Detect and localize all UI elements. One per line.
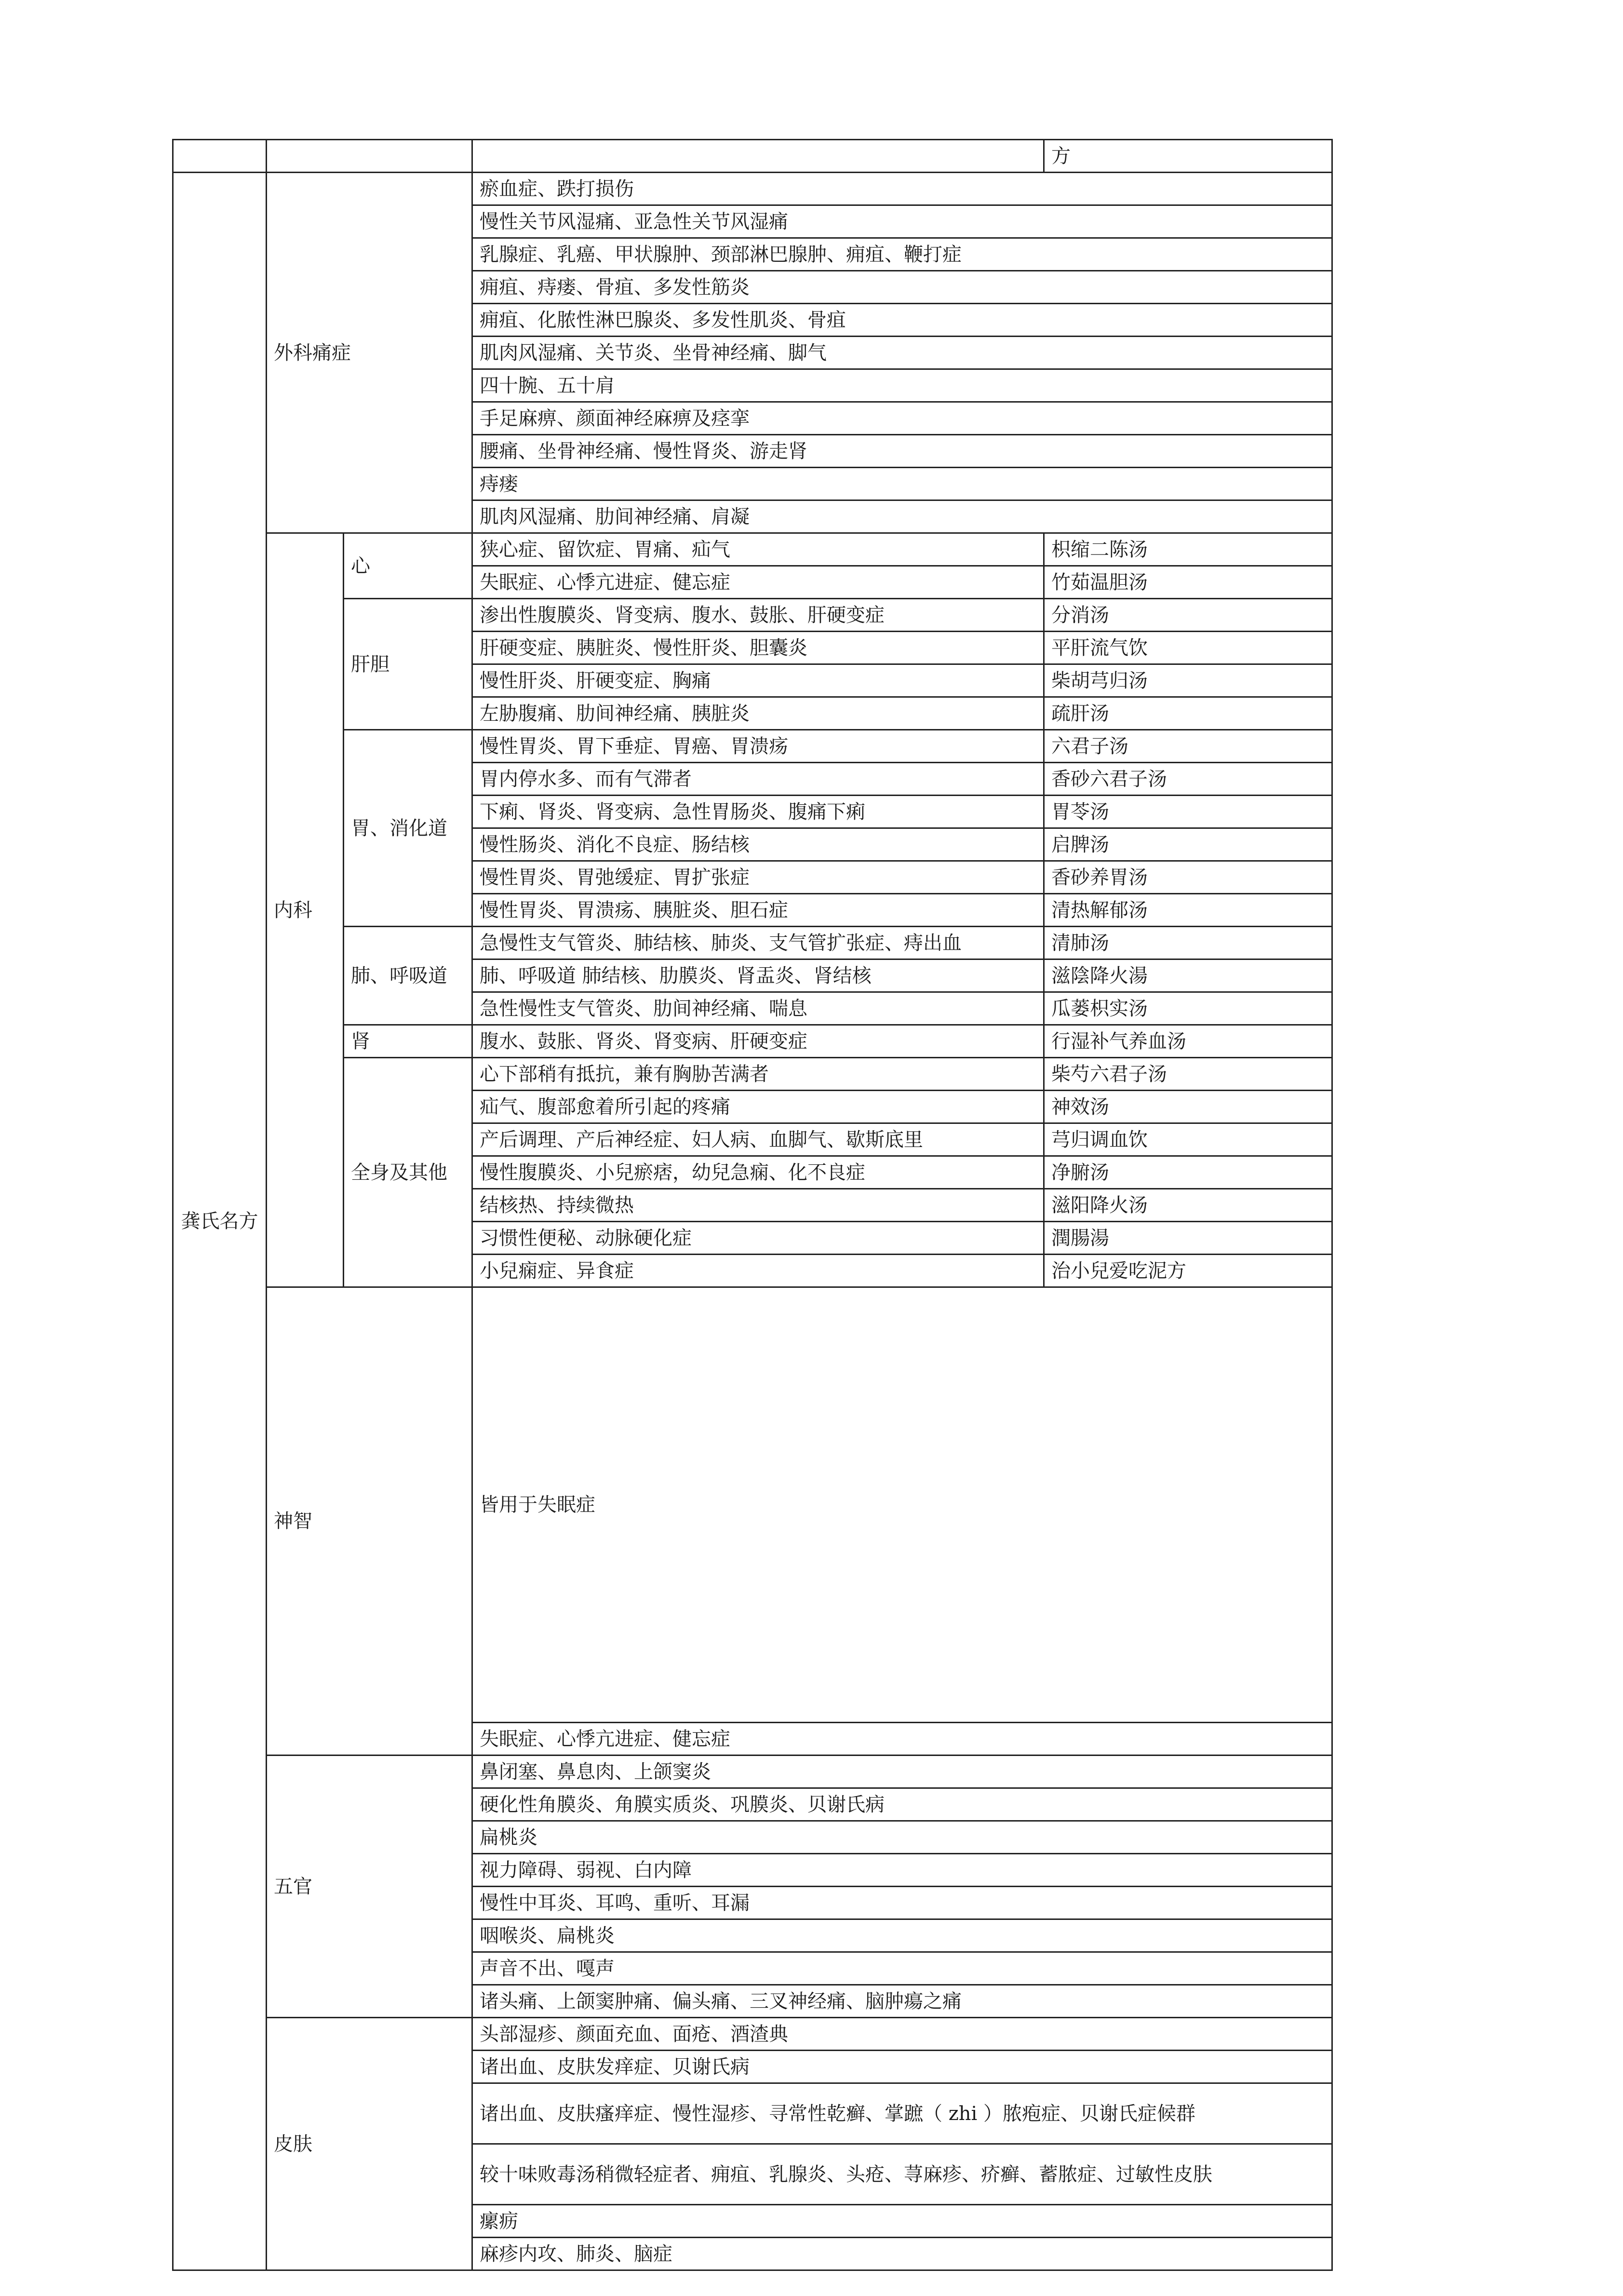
header-cell <box>267 140 472 173</box>
disease-cell: 皆用于失眠症 <box>472 1287 1332 1723</box>
disease-cell: 慢性胃炎、胃溃疡、胰脏炎、胆石症 <box>472 894 1044 927</box>
disease-cell: 硬化性角膜炎、角膜实质炎、巩膜炎、贝谢氏病 <box>472 1788 1332 1821</box>
disease-cell: 慢性中耳炎、耳鸣、重听、耳漏 <box>472 1887 1332 1919</box>
table-row <box>173 1287 1332 1723</box>
subcategory-label: 肾 <box>344 1025 472 1058</box>
disease-cell: 瘀血症、跌打损伤 <box>472 173 1332 205</box>
category-label: 外科痛症 <box>267 173 472 533</box>
category-label: 五官 <box>267 1756 472 2018</box>
formula-cell: 分消汤 <box>1044 599 1332 632</box>
table-row <box>173 599 1332 632</box>
formula-cell: 治小兒爱吃泥方 <box>1044 1255 1332 1287</box>
formula-cell: 香砂六君子汤 <box>1044 763 1332 796</box>
table-row <box>173 1025 1332 1058</box>
formula-cell: 疏肝汤 <box>1044 697 1332 730</box>
disease-cell: 痈疽、化脓性淋巴腺炎、多发性肌炎、骨疽 <box>472 304 1332 337</box>
formula-cell: 柴芍六君子汤 <box>1044 1058 1332 1091</box>
disease-cell: 四十腕、五十肩 <box>472 369 1332 402</box>
disease-cell: 慢性关节风湿痛、亚急性关节风湿痛 <box>472 205 1332 238</box>
disease-cell: 麻疹内攻、肺炎、脑症 <box>472 2238 1332 2270</box>
header-cell <box>173 140 267 173</box>
formula-cell: 净腑汤 <box>1044 1156 1332 1189</box>
disease-cell: 肌肉风湿痛、关节炎、坐骨神经痛、脚气 <box>472 337 1332 369</box>
category-label: 内科 <box>267 533 344 1287</box>
disease-cell: 急性慢性支气管炎、肋间神经痛、喘息 <box>472 992 1044 1025</box>
table-row <box>173 2018 1332 2051</box>
disease-cell: 头部湿疹、颜面充血、面疮、酒渣典 <box>472 2018 1332 2051</box>
formula-cell: 六君子汤 <box>1044 730 1332 763</box>
disease-cell: 慢性肠炎、消化不良症、肠结核 <box>472 828 1044 861</box>
formula-cell: 瓜蒌枳实汤 <box>1044 992 1332 1025</box>
formula-cell: 枳缩二陈汤 <box>1044 533 1332 566</box>
formula-cell: 平肝流气饮 <box>1044 632 1332 664</box>
disease-cell: 诸头痛、上颌窦肿痛、偏头痛、三叉神经痛、脑肿瘍之痛 <box>472 1985 1332 2018</box>
formula-cell: 胃苓汤 <box>1044 796 1332 828</box>
disease-cell: 左胁腹痛、肋间神经痛、胰脏炎 <box>472 697 1044 730</box>
subcategory-label: 肝胆 <box>344 599 472 730</box>
subcategory-label: 胃、消化道 <box>344 730 472 927</box>
disease-cell: 鼻闭塞、鼻息肉、上颌窦炎 <box>472 1756 1332 1788</box>
disease-cell: 下痢、肾炎、肾变病、急性胃肠炎、腹痛下痢 <box>472 796 1044 828</box>
subcategory-label: 肺、呼吸道 <box>344 927 472 1025</box>
disease-cell: 声音不出、嘎声 <box>472 1952 1332 1985</box>
table-row <box>173 927 1332 959</box>
header-row <box>173 140 1332 173</box>
disease-cell: 胃内停水多、而有气滞者 <box>472 763 1044 796</box>
category-label: 皮肤 <box>267 2018 472 2270</box>
formula-table <box>172 139 1333 2271</box>
formula-cell: 柴胡芎归汤 <box>1044 664 1332 697</box>
formula-cell: 清肺汤 <box>1044 927 1332 959</box>
formula-cell: 滋阳降火汤 <box>1044 1189 1332 1222</box>
disease-cell: 痈疽、痔瘘、骨疽、多发性筋炎 <box>472 271 1332 304</box>
formula-cell: 清热解郁汤 <box>1044 894 1332 927</box>
subcategory-label: 心 <box>344 533 472 599</box>
formula-cell: 香砂养胃汤 <box>1044 861 1332 894</box>
disease-cell: 腰痛、坐骨神经痛、慢性肾炎、游走肾 <box>472 435 1332 468</box>
disease-cell: 慢性胃炎、胃下垂症、胃癌、胃溃疡 <box>472 730 1044 763</box>
table-body <box>173 140 1332 2270</box>
table-row <box>173 173 1332 205</box>
disease-cell: 手足麻痹、颜面神经麻痹及痉挛 <box>472 402 1332 435</box>
disease-cell: 失眠症、心悸亢进症、健忘症 <box>472 566 1044 599</box>
disease-cell: 失眠症、心悸亢进症、健忘症 <box>472 1723 1332 1756</box>
disease-cell: 渗出性腹膜炎、肾变病、腹水、鼓胀、肝硬变症 <box>472 599 1044 632</box>
header-cell <box>472 140 1044 173</box>
formula-cell: 神效汤 <box>1044 1091 1332 1123</box>
disease-cell: 肝硬变症、胰脏炎、慢性肝炎、胆囊炎 <box>472 632 1044 664</box>
header-cell-formula: 方 <box>1044 140 1332 173</box>
table-row <box>173 730 1332 763</box>
disease-cell: 瘰疬 <box>472 2205 1332 2238</box>
root-label: 龚氏名方 <box>173 173 267 2270</box>
disease-cell: 肺、呼吸道 肺结核、肋膜炎、肾盂炎、肾结核 <box>472 959 1044 992</box>
subcategory-label: 全身及其他 <box>344 1058 472 1287</box>
disease-cell: 诸出血、皮肤发痒症、贝谢氏病 <box>472 2051 1332 2083</box>
disease-cell: 结核热、持续微热 <box>472 1189 1044 1222</box>
formula-cell: 芎归调血饮 <box>1044 1123 1332 1156</box>
disease-cell: 腹水、鼓胀、肾炎、肾变病、肝硬变症 <box>472 1025 1044 1058</box>
disease-cell: 心下部稍有抵抗，兼有胸胁苦满者 <box>472 1058 1044 1091</box>
disease-cell: 较十味败毒汤稍微轻症者、痈疽、乳腺炎、头疮、荨麻疹、疥癣、蓄脓症、过敏性皮肤 <box>472 2144 1332 2205</box>
disease-cell: 咽喉炎、扁桃炎 <box>472 1919 1332 1952</box>
category-label: 神智 <box>267 1287 472 1756</box>
table-row <box>173 1756 1332 1788</box>
formula-cell: 滋陰降火湯 <box>1044 959 1332 992</box>
table-row <box>173 1058 1332 1091</box>
disease-cell: 慢性肝炎、肝硬变症、胸痛 <box>472 664 1044 697</box>
formula-cell: 启脾汤 <box>1044 828 1332 861</box>
disease-cell: 狭心症、留饮症、胃痛、疝气 <box>472 533 1044 566</box>
disease-cell: 慢性胃炎、胃弛缓症、胃扩张症 <box>472 861 1044 894</box>
table-row <box>173 533 1332 566</box>
disease-cell: 扁桃炎 <box>472 1821 1332 1854</box>
disease-cell: 诸出血、皮肤瘙痒症、慢性湿疹、寻常性乾癣、掌蹠（ zhi ）脓疱症、贝谢氏症候群 <box>472 2083 1332 2144</box>
formula-cell: 潤腸湯 <box>1044 1222 1332 1255</box>
disease-cell: 视力障碍、弱视、白内障 <box>472 1854 1332 1887</box>
disease-cell: 乳腺症、乳癌、甲状腺肿、颈部淋巴腺肿、痈疽、鞭打症 <box>472 238 1332 271</box>
disease-cell: 产后调理、产后神经症、妇人病、血脚气、歇斯底里 <box>472 1123 1044 1156</box>
disease-cell: 慢性腹膜炎、小兒瘀痞，幼兒急痫、化不良症 <box>472 1156 1044 1189</box>
formula-cell: 行湿补气养血汤 <box>1044 1025 1332 1058</box>
disease-cell: 急慢性支气管炎、肺结核、肺炎、支气管扩张症、痔出血 <box>472 927 1044 959</box>
disease-cell: 习惯性便秘、动脉硬化症 <box>472 1222 1044 1255</box>
disease-cell: 肌肉风湿痛、肋间神经痛、肩凝 <box>472 500 1332 533</box>
formula-cell: 竹茹温胆汤 <box>1044 566 1332 599</box>
disease-cell: 小兒痫症、异食症 <box>472 1255 1044 1287</box>
disease-cell: 疝气、腹部愈着所引起的疼痛 <box>472 1091 1044 1123</box>
disease-cell: 痔瘘 <box>472 468 1332 500</box>
